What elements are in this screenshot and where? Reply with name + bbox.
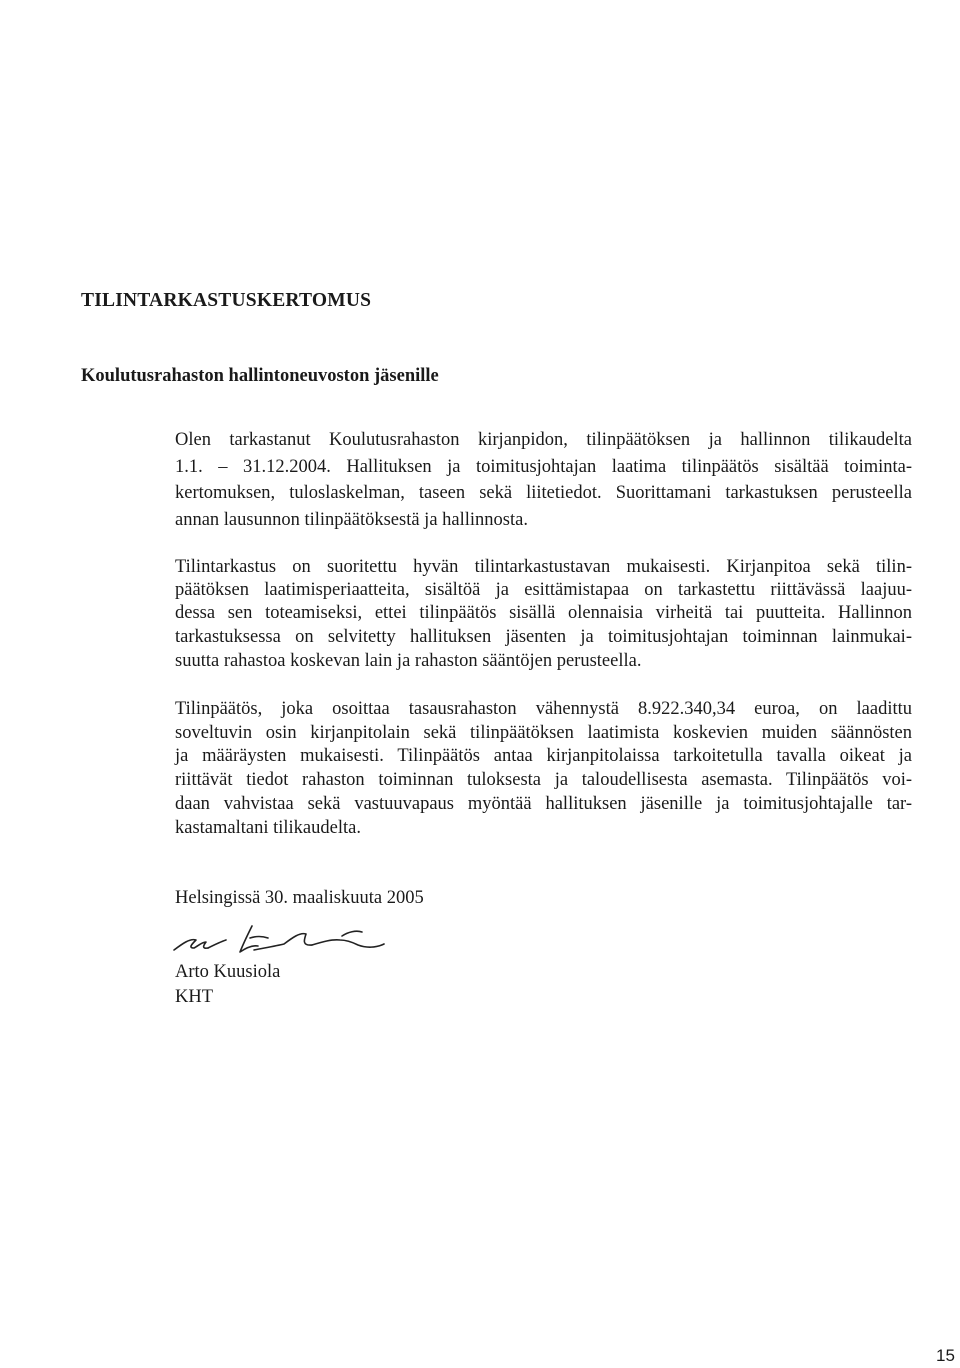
paragraph-line: Olen tarkastanut Koulutusrahaston kirjanpidon, tilinpäätöksen ja hallinnon tilikaudelta: [175, 430, 912, 450]
paragraph-line: Tilinpäätös, joka osoittaa tasausrahaston vähennystä 8.922.340,34 euroa, on laadittu: [175, 699, 912, 719]
signer-title: KHT: [175, 987, 214, 1007]
paragraph-line: daan vahvistaa sekä vastuuvapaus myöntää hallituksen jäsenille ja toimitusjohtajalle tar-: [175, 794, 912, 814]
place-and-date: Helsingissä 30. maaliskuuta 2005: [175, 888, 424, 908]
paragraph-line: dessa sen toteamiseksi, ettei tilinpäätös sisällä olennaisia virheitä tai puutteita. Hallinnon: [175, 603, 912, 623]
paragraph-line: 1.1. – 31.12.2004. Hallituksen ja toimitusjohtajan laatima tilinpäätös sisältää toiminta-: [175, 457, 912, 477]
signer-name: Arto Kuusiola: [175, 962, 281, 982]
addressee-heading: Koulutusrahaston hallintoneuvoston jäsenille: [81, 366, 439, 386]
paragraph-line: soveltuvin osin kirjanpitolain sekä tilinpäätöksen laatimista koskevien muiden säännösten: [175, 723, 912, 743]
report-title: TILINTARKASTUSKERTOMUS: [81, 290, 372, 311]
paragraph-line: riittävät tiedot rahaston toiminnan tuloksesta ja taloudellisesta asemasta. Tilinpäätös voi-: [175, 770, 912, 790]
paragraph-line: tarkastuksessa on selvitetty hallituksen jäsenten ja toimitusjohtajan toiminnan lainmukai-: [175, 627, 912, 647]
paragraph-line: kertomuksen, tuloslaskelman, taseen sekä liitetiedot. Suorittamani tarkastuksen perusteella: [175, 483, 912, 503]
paragraph-line: päätöksen laatimisperiaatteita, sisältöä ja esittämistapaa on tarkastettu riittävässä laajuu-: [175, 580, 912, 600]
paragraph-line: suutta rahastoa koskevan lain ja rahaston sääntöjen perusteella.: [175, 651, 642, 671]
page-number: 15: [936, 1346, 955, 1365]
paragraph-line: annan lausunnon tilinpäätöksestä ja hallinnosta.: [175, 510, 528, 530]
paragraph-line: Tilintarkastus on suoritettu hyvän tilintarkastustavan mukaisesti. Kirjanpitoa sekä tilin-: [175, 557, 912, 577]
paragraph-line: kastamaltani tilikaudelta.: [175, 818, 361, 838]
paragraph-line: ja määräysten mukaisesti. Tilinpäätös antaa kirjanpitolaissa tarkoitetulla tavalla oikeat ja: [175, 746, 912, 766]
handwritten-signature: [172, 918, 392, 962]
